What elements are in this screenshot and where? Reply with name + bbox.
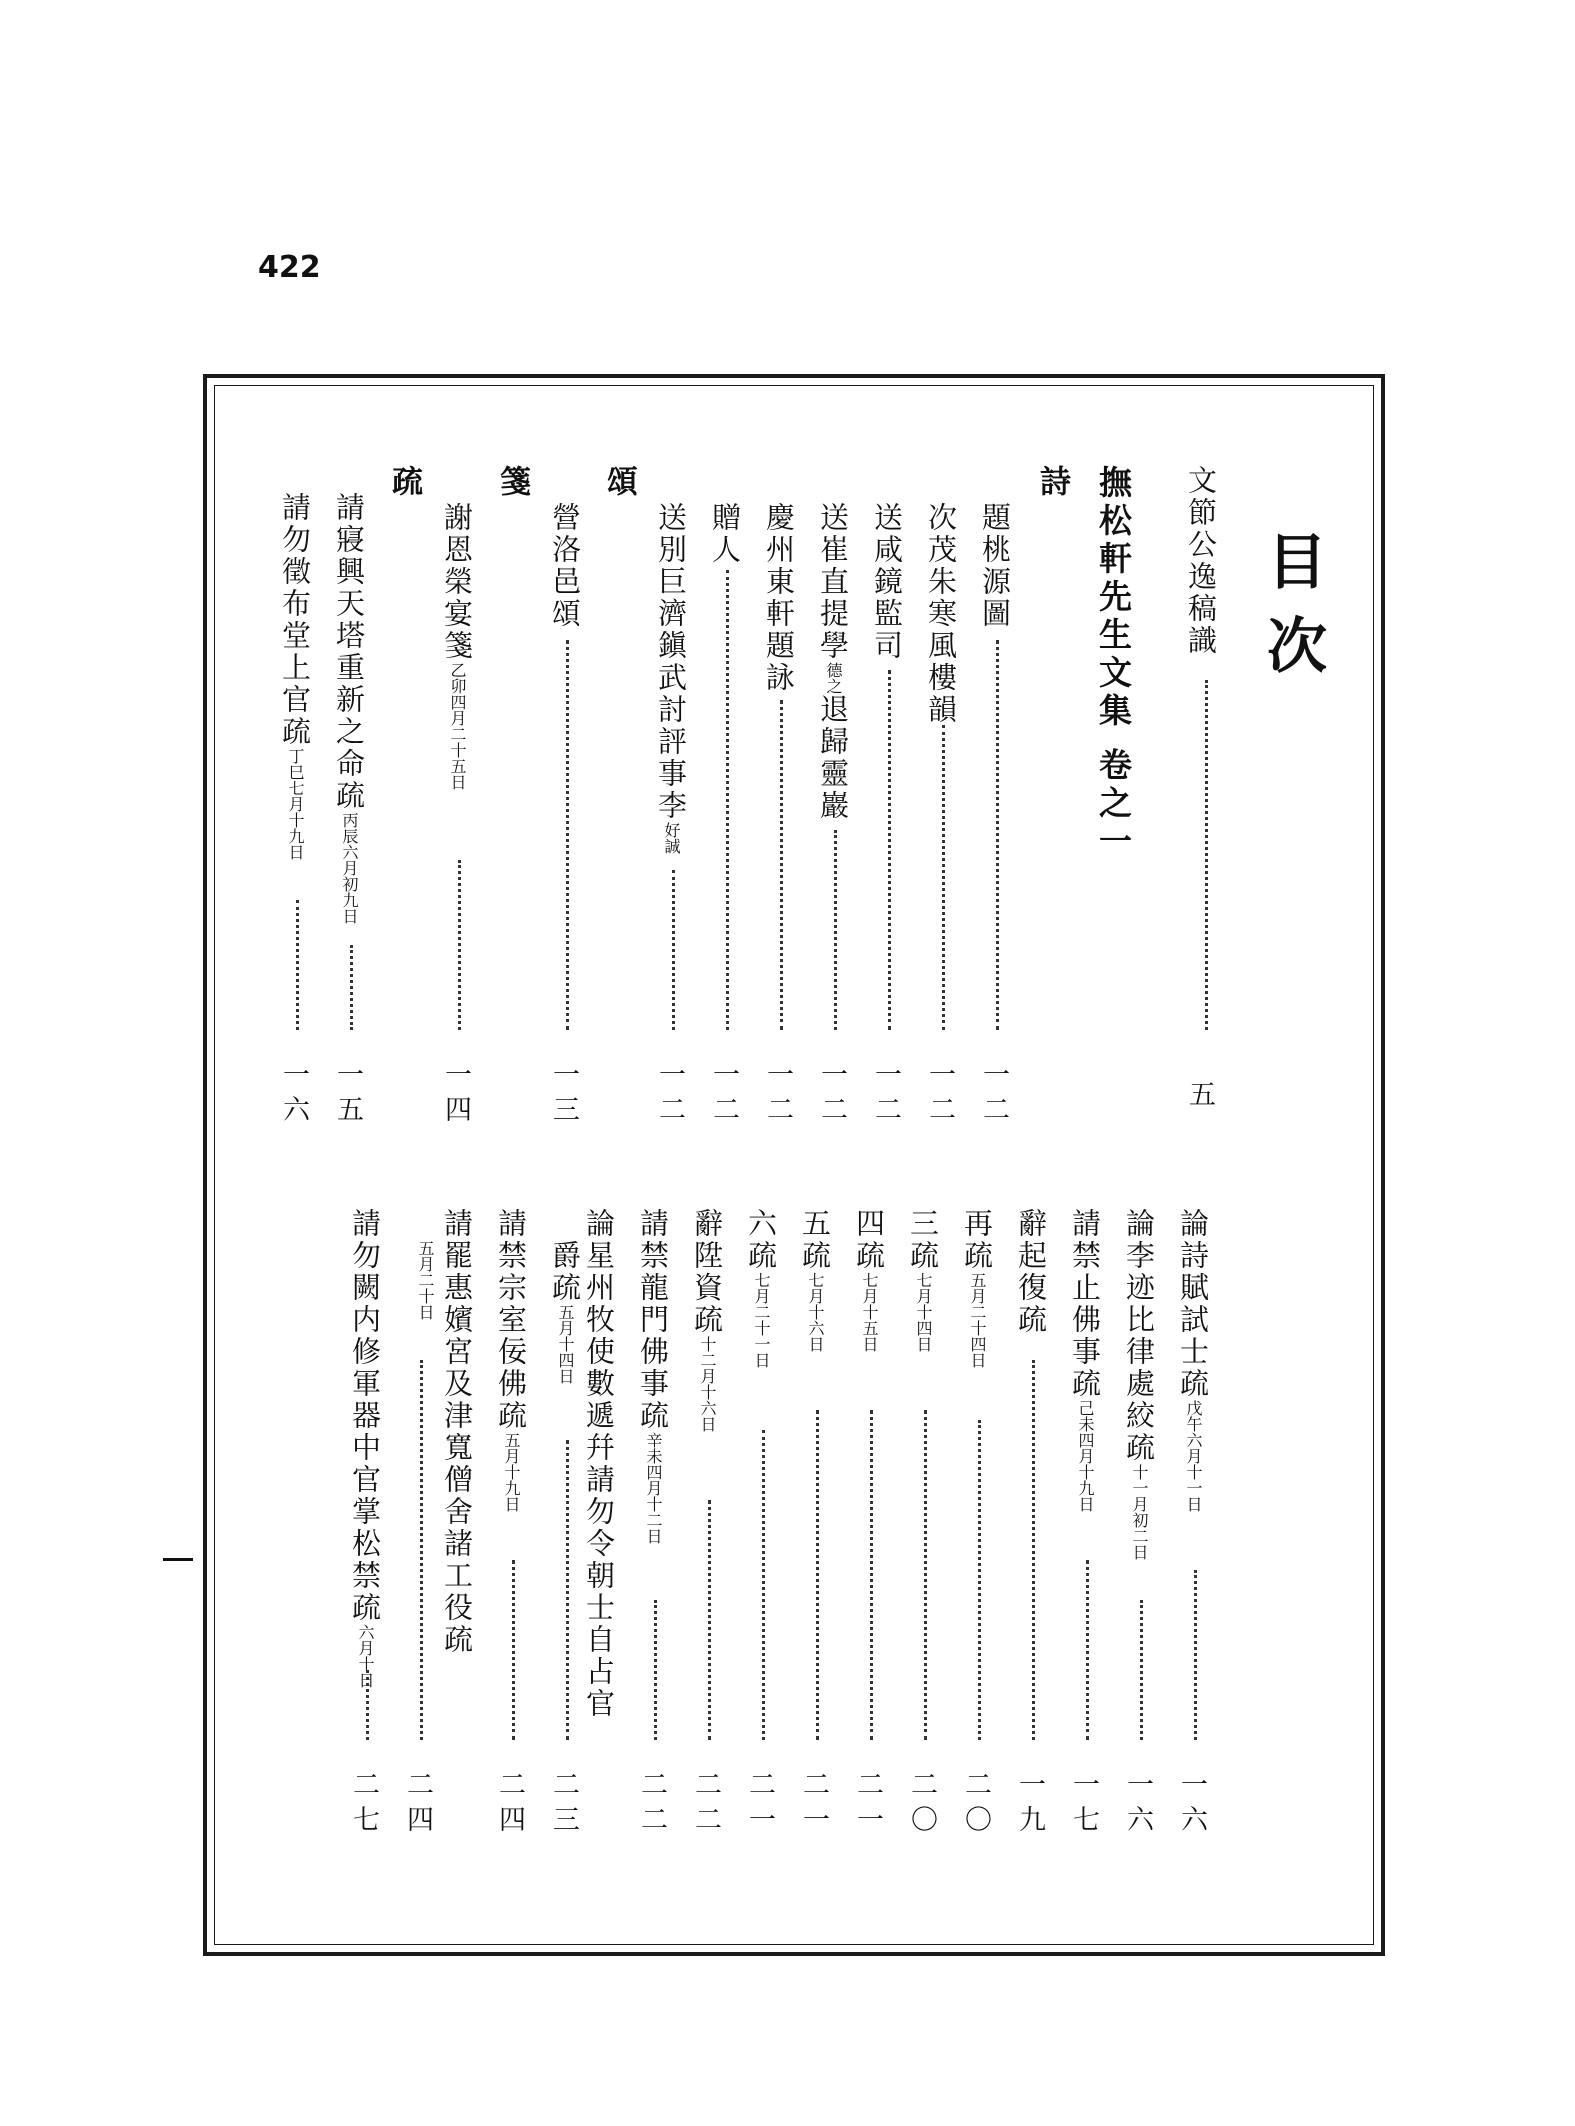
leader-dots [350,945,353,1030]
toc-entry-poem-5[interactable] [762,502,796,694]
toc-entry-label: 請禁龍門佛事疏 [636,1208,670,1432]
leader-dots [458,860,461,1030]
toc-entry-label: 次茂朱寒風樓韻 [924,502,958,726]
leader-dots [1086,1560,1089,1740]
toc-entry-label: 請禁宗室佞佛疏 [494,1208,528,1432]
toc-entry-bottom-12[interactable] [582,1208,616,1720]
toc-entry-bottom-13[interactable] [494,1208,528,1512]
toc-entry-label: 文節公逸稿識 [1184,465,1218,657]
toc-entry-note: 十一月初二日 [1130,1464,1149,1560]
toc-entry-label: 五疏 [798,1208,832,1272]
toc-entry-note: 己未四月十九日 [1076,1400,1095,1512]
toc-entry-note: 乙卯四月二十五日 [448,662,467,790]
section-heading-poems: 詩 [1034,465,1070,556]
toc-page-number: 二〇 [960,1770,991,1840]
leader-dots [296,900,299,1030]
toc-page-number: 二二 [690,1770,721,1840]
toc-entry-note: 丙辰六月初九日 [340,812,359,924]
leader-dots [672,870,675,1030]
section-heading-jian: 箋 [494,465,530,556]
toc-page-number: 二一 [798,1770,829,1840]
toc-entry-bottom-9[interactable] [744,1208,778,1368]
leader-dots [816,1410,819,1740]
toc-page-number: 五 [1184,1080,1215,1115]
toc-entry-note: 戊午六月十一日 [1184,1400,1203,1512]
section-heading-ode: 頌 [601,465,637,556]
toc-entry-bottom-4[interactable] [1014,1208,1048,1336]
toc-entry-jian-1[interactable] [440,502,474,790]
toc-entry-preface[interactable] [1184,465,1218,657]
toc-entry-note: 德之 [824,662,843,694]
toc-entry-note: 好誠 [662,822,681,854]
toc-entry-label: 辭起復疏 [1014,1208,1048,1336]
volume-title: 撫松軒先生文集 卷之一 [1094,465,1133,862]
leader-dots [420,1360,423,1740]
toc-entry-bottom-15[interactable] [348,1208,382,1688]
toc-page-number: 二四 [494,1770,525,1840]
leader-dots [1140,1600,1143,1740]
toc-entry-label: 六疏 [744,1208,778,1272]
toc-entry-bottom-5[interactable] [960,1208,994,1368]
leader-dots [996,640,999,1030]
leader-dots [726,570,729,1030]
toc-page-number: 一三 [548,1060,579,1130]
toc-entry-label: 三疏 [906,1208,940,1272]
toc-entry-memorial-2[interactable] [278,492,312,860]
toc-entry-bottom-8[interactable] [798,1208,832,1352]
toc-entry-label: 辭陞資疏 [690,1208,724,1336]
toc-entry-note: 五月二十日 [416,1240,435,1320]
toc-page-number: 二七 [348,1770,379,1840]
leader-dots [780,700,783,1030]
leader-dots [366,1670,369,1740]
toc-entry-label: 請禁止佛事疏 [1068,1208,1102,1400]
leader-dots [512,1560,515,1740]
toc-entry-note: 七月十五日 [860,1272,879,1352]
toc-entry-label: 送別巨濟鎭武討評事李 [654,502,688,822]
leader-dots [1205,680,1208,1030]
margin-mark [163,1558,193,1561]
leader-dots [566,1440,569,1740]
toc-entry-label-cont: 退歸靈巖 [816,694,850,822]
toc-entry-bottom-14[interactable] [440,1208,474,1656]
leader-dots [888,670,891,1030]
toc-entry-note: 五月二十四日 [968,1272,987,1368]
leader-dots [708,1500,711,1740]
toc-entry-note: 六月十日 [356,1624,375,1688]
toc-page-number: 一二 [924,1060,955,1130]
toc-entry-label: 再疏 [960,1208,994,1272]
toc-page-number: 一二 [708,1060,739,1130]
toc-entry-note: 辛未四月十二日 [644,1432,663,1544]
leader-dots [924,1410,927,1740]
toc-entry-note: 五月十四日 [556,1304,575,1384]
leader-dots [870,1410,873,1740]
leader-dots [978,1420,981,1740]
toc-page-number: 二二 [636,1770,667,1840]
toc-page-number: 一七 [1068,1770,1099,1840]
toc-page-number: 一九 [1014,1770,1045,1840]
toc-entry-poem-6[interactable] [708,502,742,566]
toc-page-number: 二四 [402,1770,433,1840]
section-heading-memorials: 疏 [386,465,422,556]
toc-entry-label: 贈人 [708,502,742,566]
toc-page-number: 一二 [978,1060,1009,1130]
toc-entry-bottom-10[interactable] [690,1208,724,1432]
toc-entry-poem-4[interactable] [816,502,850,822]
toc-entry-poem-2[interactable] [924,502,958,726]
toc-page-number: 二〇 [906,1770,937,1840]
toc-entry-label: 請罷惠嬪宮及津寬僧舍諸工役疏 [440,1208,474,1656]
toc-title: 目次 [1257,530,1327,698]
toc-entry-poem-7[interactable] [654,502,688,854]
toc-entry-label: 請勿闕内修軍器中官掌松禁疏 [348,1208,382,1624]
leader-dots [762,1430,765,1740]
leader-dots [566,640,569,1030]
toc-entry-bottom-7[interactable] [852,1208,886,1352]
toc-entry-label: 慶州東軒題詠 [762,502,796,694]
leader-dots [654,1600,657,1740]
toc-entry-label: 營洛邑頌 [548,502,582,630]
toc-entry-bottom-1[interactable] [1176,1208,1210,1512]
toc-entry-memorial-1[interactable] [332,492,366,924]
toc-entry-label: 送咸鏡監司 [870,502,904,662]
toc-entry-label: 題桃源圖 [978,502,1012,630]
toc-page-number: 一六 [1122,1770,1153,1840]
toc-page-number: 一六 [1176,1770,1207,1840]
toc-entry-label: 請寢興天塔重新之命疏 [332,492,366,812]
toc-page-number: 一六 [278,1060,309,1130]
toc-entry-note: 七月十四日 [914,1272,933,1352]
toc-entry-note: 七月二十一日 [752,1272,771,1368]
toc-entry-ode-1[interactable] [548,502,582,630]
toc-page-number: 一四 [440,1060,471,1130]
toc-entry-note: 丁巳七月十九日 [286,748,305,860]
toc-entry-label: 謝恩榮宴箋 [440,502,474,662]
toc-page-number: 一二 [870,1060,901,1130]
toc-entry-note: 七月十六日 [806,1272,825,1352]
toc-entry-label: 論李迹比律處絞疏 [1122,1208,1156,1464]
toc-entry-label: 四疏 [852,1208,886,1272]
toc-page-number: 一五 [332,1060,363,1130]
leader-dots [942,725,945,1030]
toc-entry-label-cont: 爵疏 [548,1240,582,1304]
toc-entry-bottom-2[interactable] [1122,1208,1156,1560]
toc-entry-label: 論星州牧使數遞幷請勿令朝士自占官 [582,1208,616,1720]
toc-entry-bottom-11[interactable] [636,1208,670,1544]
toc-entry-bottom-6[interactable] [906,1208,940,1352]
toc-entry-bottom-14-cont[interactable] [410,1240,439,1320]
toc-entry-poem-3[interactable] [870,502,904,662]
page-number: 422 [258,250,321,285]
toc-page-number: 二三 [548,1770,579,1840]
toc-entry-note: 五月十九日 [502,1432,521,1512]
toc-entry-poem-1[interactable] [978,502,1012,630]
toc-entry-label: 論詩賦試士疏 [1176,1208,1210,1400]
toc-page-number: 一二 [816,1060,847,1130]
toc-page-number: 一二 [762,1060,793,1130]
toc-page-number: 一二 [654,1060,685,1130]
leader-dots [1032,1360,1035,1740]
toc-entry-note: 十二月十六日 [698,1336,717,1432]
leader-dots [1194,1570,1197,1740]
toc-entry-bottom-3[interactable] [1068,1208,1102,1512]
toc-entry-bottom-12-cont[interactable] [548,1240,582,1384]
leader-dots [834,830,837,1030]
toc-page-number: 二一 [744,1770,775,1840]
toc-entry-label: 請勿徵布堂上官疏 [278,492,312,748]
toc-entry-label: 送崔直提學 [816,502,850,662]
toc-page-number: 二一 [852,1770,883,1840]
